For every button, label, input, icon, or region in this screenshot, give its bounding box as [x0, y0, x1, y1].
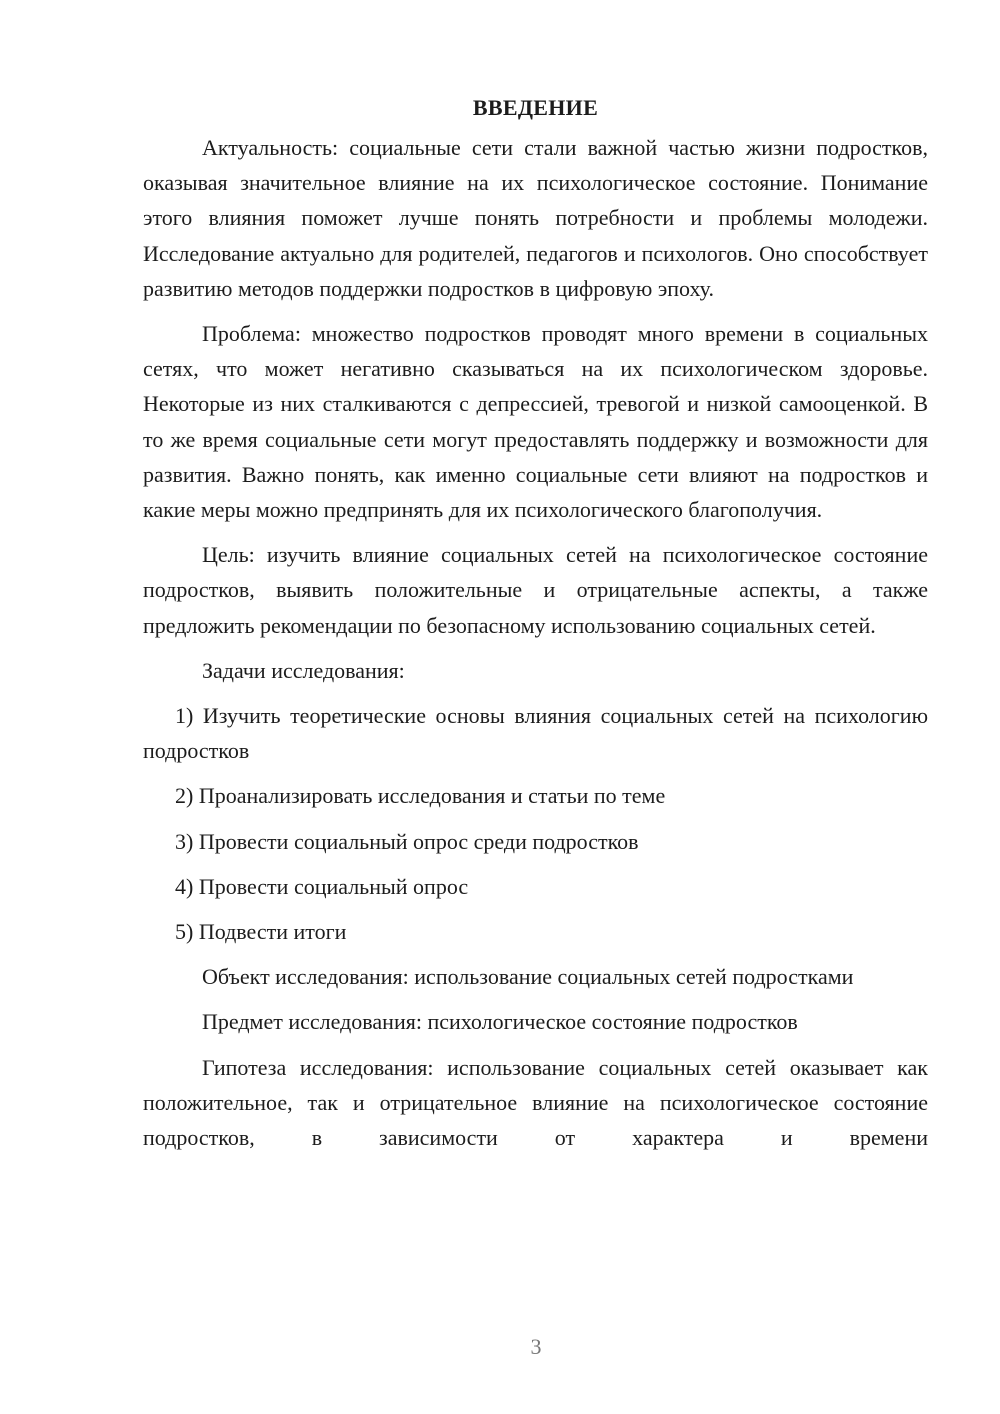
paragraph-relevance: Актуальность: социальные сети стали важной частью жизни подростков, оказывая значительное влияние на их психологическое состояние. Понимание этого влияния поможет лучше понять потребности и проблемы молодежи. Исследование актуально для родителей, педагогов и психологов. Оно способствует развитию методов поддержки подростков в цифровую эпоху. — [143, 135, 928, 301]
list-item: 2) Проанализировать исследования и статьи по теме — [175, 783, 666, 809]
paragraph-hypothesis: Гипотеза исследования: использование социальных сетей оказывает как положительное, так и отрицательное влияние на психологическое состояние подростков, в зависимости от характера и времени — [143, 1054, 928, 1151]
list-item: 3) Провести социальный опрос среди подростков — [175, 828, 639, 854]
paragraph-object: Объект исследования: использование социальных сетей подростками — [202, 964, 854, 990]
paragraph-problem: Проблема: множество подростков проводят много времени в социальных сетях, что может негативно сказываться на их психологическом здоровье. Некоторые из них сталкиваются с депрессией, тревогой и низкой самооценкой. В то же время социальные сети могут предоставлять поддержку и возможности для развития. Важно понять, как именно социальные сети влияют на подростков и какие меры можно предпринять для их психологического благополучия. — [143, 321, 928, 523]
list-item: 5) Подвести итоги — [175, 919, 347, 945]
list-item: 4) Провести социальный опрос — [175, 873, 469, 899]
section-title: ВВЕДЕНИЕ — [472, 95, 599, 120]
page-number: 3 — [530, 1334, 542, 1359]
paragraph-tasks-heading: Задачи исследования: — [202, 657, 405, 683]
list-item: 1) Изучить теоретические основы влияния социальных сетей на психологию подростков — [143, 703, 928, 764]
document-page — [143, 90, 928, 1165]
paragraph-goal: Цель: изучить влияние социальных сетей на психологическое состояние подростков, выявить положительные и отрицательные аспекты, а также предложить рекомендации по безопасному использованию социальных сетей. — [143, 542, 928, 638]
paragraph-subject: Предмет исследования: психологическое состояние подростков — [202, 1009, 798, 1035]
task-list — [143, 698, 928, 949]
